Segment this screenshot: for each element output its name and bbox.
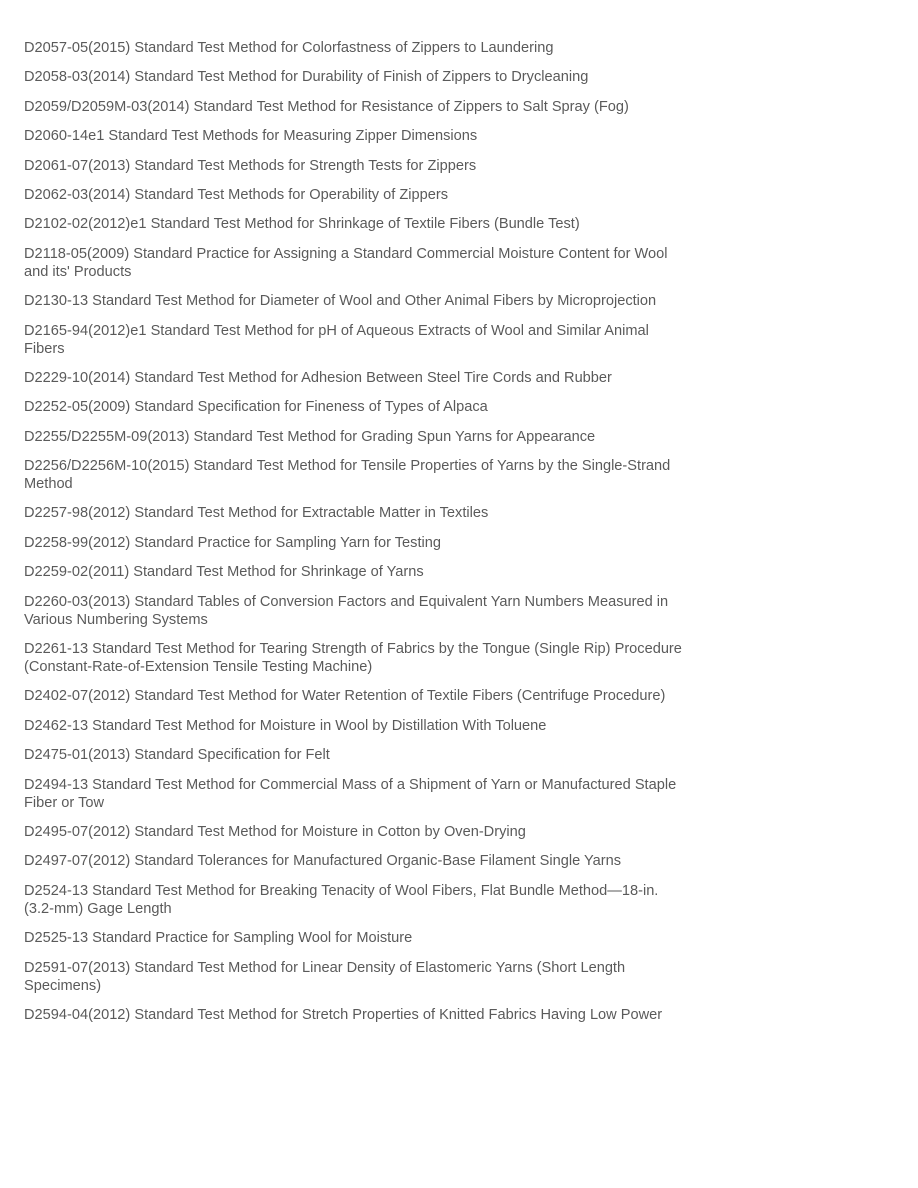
list-item: D2062-03(2014) Standard Test Methods for Operability of Zippers (24, 186, 448, 203)
list-item: D2475-01(2013) Standard Specification for Felt (24, 747, 330, 764)
list-item: D2255/D2255M-09(2013) Standard Test Method for Grading Spun Yarns for Appearance (24, 428, 596, 445)
list-item: D2591-07(2013) Standard Test Method for Linear Density of Elastomeric Yarns (Short Length Specimens) (24, 959, 626, 994)
list-item: D2118-05(2009) Standard Practice for Assigning a Standard Commercial Moisture Content for Wool and its' Products (24, 245, 668, 280)
list-item: D2497-07(2012) Standard Tolerances for Manufactured Organic-Base Filament Single Yarns (24, 853, 622, 870)
list-item: D2130-13 Standard Test Method for Diameter of Wool and Other Animal Fibers by Microprojection (24, 293, 657, 310)
standards-list (24, 39, 684, 1035)
list-item: D2261-13 Standard Test Method for Tearing Strength of Fabrics by the Tongue (Single Rip) Procedure (Constant-Rate-of-Extension Tensile Testing Machine) (24, 641, 682, 676)
list-item: D2165-94(2012)e1 Standard Test Method for pH of Aqueous Extracts of Wool and Similar Animal Fibers (24, 322, 649, 357)
list-item: D2495-07(2012) Standard Test Method for Moisture in Cotton by Oven-Drying (24, 823, 526, 840)
list-item: D2058-03(2014) Standard Test Method for Durability of Finish of Zippers to Drycleaning (24, 69, 589, 86)
list-item: D2462-13 Standard Test Method for Moisture in Wool by Distillation With Toluene (24, 717, 547, 734)
list-item: D2524-13 Standard Test Method for Breaking Tenacity of Wool Fibers, Flat Bundle Method—18-in. (3.2-mm) Gage Length (24, 882, 659, 917)
list-item: D2258-99(2012) Standard Practice for Sampling Yarn for Testing (24, 534, 441, 551)
list-item: D2256/D2256M-10(2015) Standard Test Method for Tensile Properties of Yarns by the Single-Strand Method (24, 458, 671, 493)
list-item: D2102-02(2012)e1 Standard Test Method for Shrinkage of Textile Fibers (Bundle Test) (24, 216, 580, 233)
list-item: D2257-98(2012) Standard Test Method for Extractable Matter in Textiles (24, 505, 489, 522)
list-item: D2402-07(2012) Standard Test Method for Water Retention of Textile Fibers (Centrifuge Procedure) (24, 688, 666, 705)
list-item: D2057-05(2015) Standard Test Method for Colorfastness of Zippers to Laundering (24, 40, 554, 56)
list-item: D2259-02(2011) Standard Test Method for Shrinkage of Yarns (24, 564, 424, 581)
list-item: D2494-13 Standard Test Method for Commercial Mass of a Shipment of Yarn or Manufactured Staple Fiber or Tow (24, 776, 677, 811)
list-item: D2060-14e1 Standard Test Methods for Measuring Zipper Dimensions (24, 128, 478, 145)
list-item: D2525-13 Standard Practice for Sampling Wool for Moisture (24, 930, 413, 947)
list-item: D2061-07(2013) Standard Test Methods for Strength Tests for Zippers (24, 157, 477, 174)
list-item: D2252-05(2009) Standard Specification for Fineness of Types of Alpaca (24, 399, 488, 416)
list-item: D2229-10(2014) Standard Test Method for Adhesion Between Steel Tire Cords and Rubber (24, 369, 612, 386)
list-item: D2260-03(2013) Standard Tables of Conversion Factors and Equivalent Yarn Numbers Measured in Various Numbering Systems (24, 593, 669, 628)
list-item: D2594-04(2012) Standard Test Method for Stretch Properties of Knitted Fabrics Having Low Power (24, 1006, 663, 1023)
list-item: D2059/D2059M-03(2014) Standard Test Method for Resistance of Zippers to Salt Spray (Fog) (24, 98, 629, 115)
